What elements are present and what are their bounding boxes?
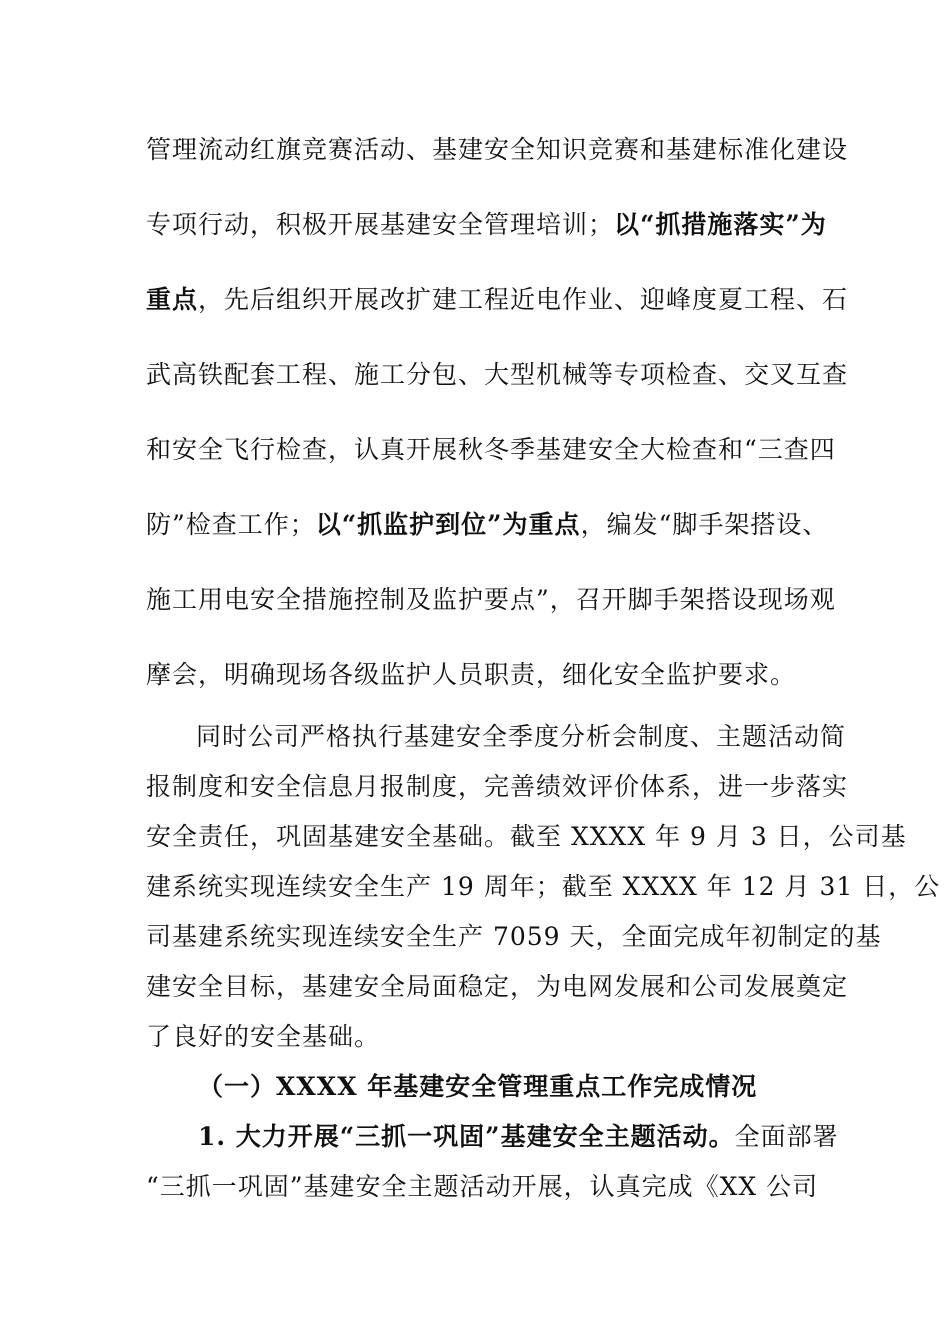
text-line xyxy=(146,283,866,317)
numbered-item-first-line xyxy=(198,1120,918,1154)
text-run: 建安全目标，基建安全局面稳定，为电网发展和公司发展奠定 xyxy=(146,972,849,1001)
text-line xyxy=(146,770,866,804)
text-line xyxy=(146,508,866,542)
text-line xyxy=(146,1170,866,1204)
text-line xyxy=(146,133,866,167)
text-run: 摩会，明确现场各级监护人员职责，细化安全监护要求。 xyxy=(146,660,797,689)
text-line xyxy=(146,433,866,467)
text-line xyxy=(146,920,882,954)
text-run: 报制度和安全信息月报制度，完善绩效评价体系，进一步落实 xyxy=(146,772,849,801)
bold-text-run: 重点 xyxy=(146,285,199,314)
text-run: 武高铁配套工程、施工分包、大型机械等专项检查、交叉互查 xyxy=(146,360,849,389)
text-run: “三抓一巩固”基建安全主题活动开展，认真完成《XX 公司 xyxy=(146,1172,819,1201)
text-line xyxy=(146,583,866,617)
heading-text: （一）XXXX 年基建安全管理重点工作完成情况 xyxy=(198,1072,758,1101)
paragraph-first-line xyxy=(196,720,916,754)
text-run: 防”检查工作； xyxy=(146,510,316,539)
text-line xyxy=(146,658,866,692)
bold-text-run: 1. 大力开展“三抓一巩固”基建安全主题活动。 xyxy=(198,1122,735,1151)
bold-text-run: 以“抓监护到位”为重点 xyxy=(315,510,581,539)
text-run: 管理流动红旗竞赛活动、基建安全知识竞赛和基建标准化建设 xyxy=(146,135,849,164)
bold-text-run: 以“抓措施落实”为 xyxy=(614,210,827,239)
text-run: 同时公司严格执行基建安全季度分析会制度、主题活动简 xyxy=(196,722,847,751)
text-line xyxy=(146,1020,866,1054)
text-line xyxy=(146,820,907,854)
text-run: 安全责任，巩固基建安全基础。截至 XXXX 年 9 月 3 日，公司基 xyxy=(146,822,907,851)
text-run: 司基建系统实现连续安全生产 7059 天，全面完成年初制定的基 xyxy=(146,922,882,951)
section-heading xyxy=(198,1070,918,1104)
text-line xyxy=(146,358,866,392)
text-run: ，先后组织开展改扩建工程近电作业、迎峰度夏工程、石 xyxy=(198,285,849,314)
text-line xyxy=(146,208,866,242)
text-run: 建系统实现连续安全生产 19 周年；截至 XXXX 年 12 月 31 日，公 xyxy=(146,872,941,901)
text-run: 了良好的安全基础。 xyxy=(146,1022,381,1051)
text-run: 专项行动，积极开展基建安全管理培训； xyxy=(146,210,615,239)
text-run: 施工用电安全措施控制及监护要点”，召开脚手架搭设现场观 xyxy=(146,585,836,614)
text-run: 全面部署 xyxy=(734,1122,839,1151)
text-line xyxy=(146,870,941,904)
text-run: 和安全飞行检查，认真开展秋冬季基建安全大检查和“三查四 xyxy=(146,435,836,464)
text-run: ，编发“脚手架搭设、 xyxy=(580,510,829,539)
text-line xyxy=(146,970,866,1004)
